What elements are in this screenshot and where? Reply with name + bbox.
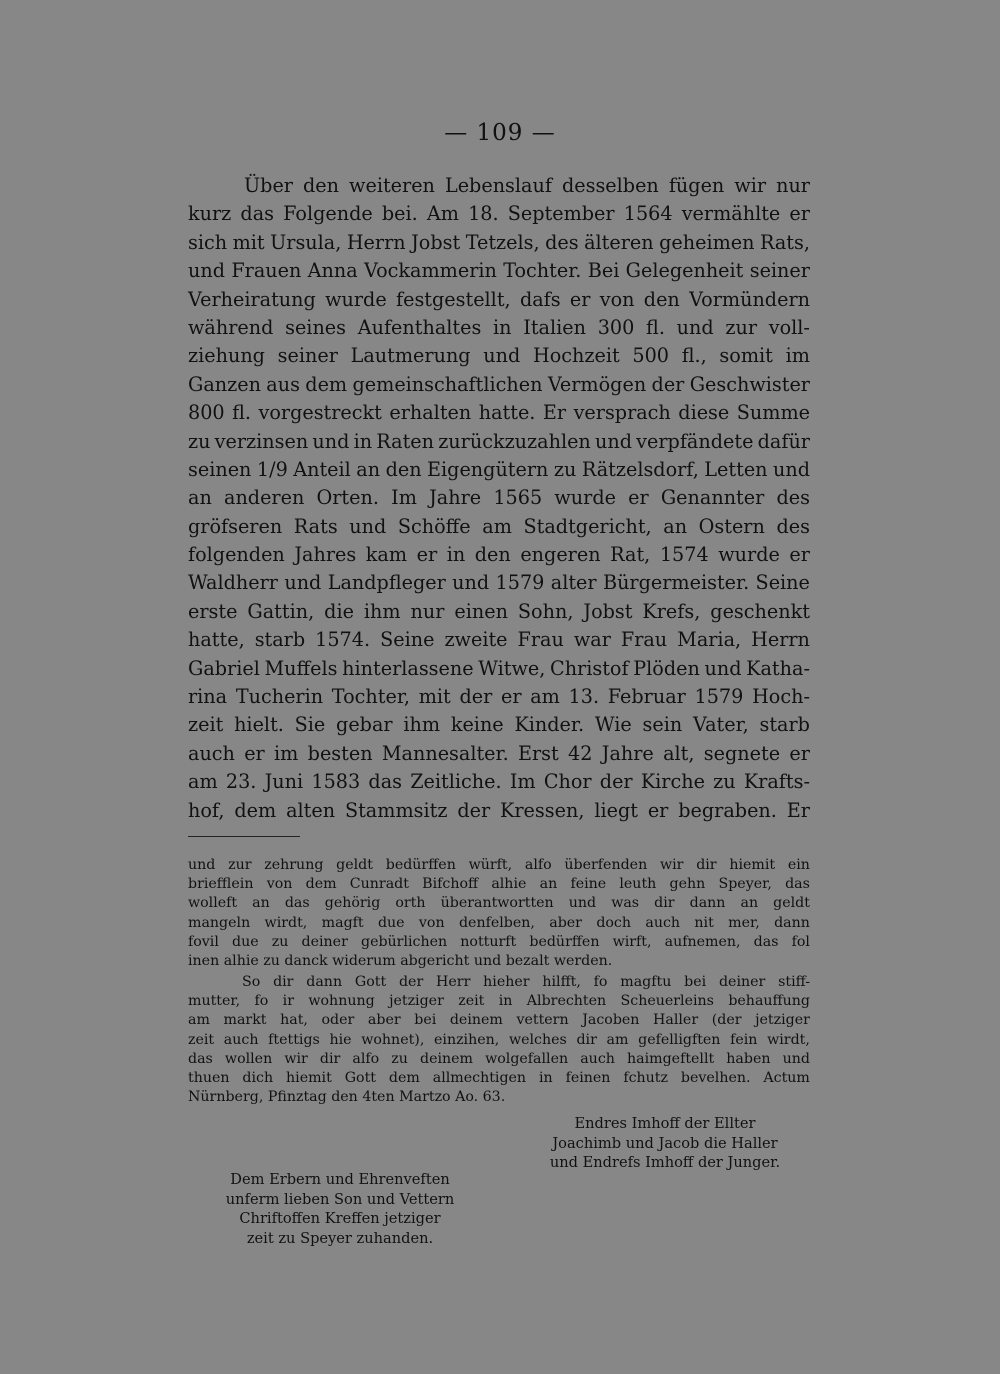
body-line: erste Gattin, die ihm nur einen Sohn, Jobst Krefs, geschenkt: [188, 599, 810, 623]
footnote-line: am markt hat, oder aber bei deinem vettern Jacoben Haller (der jetziger: [188, 1012, 810, 1029]
letter-signature: [500, 1114, 830, 1173]
body-line: auch er im besten Mannesalter. Erst 42 Jahre alt, segnete er: [188, 741, 810, 765]
address-line: Chriftoffen Kreffen jetziger: [239, 1210, 441, 1228]
body-line: Über den weiteren Lebenslauf desselben fügen wir nur: [244, 174, 810, 197]
footnote-line: inen alhie zu danck widerum abgericht und bezalt werden.: [188, 952, 613, 969]
footnote-line: zeit auch ftettigs hie wohnet), einzihen, welches dir am gefelligften fein wirdt,: [188, 1031, 810, 1048]
body-line: an anderen Orten. Im Jahre 1565 wurde er Genannter des: [188, 486, 810, 510]
address-line: zeit zu Speyer zuhanden.: [246, 1229, 434, 1247]
footnote-line: wolleft an das gehörig orth überantwortten und was dir dann an geldt: [188, 895, 810, 912]
body-line: Ganzen aus dem gemeinschaftlichen Vermögen der Geschwister: [188, 372, 810, 396]
body-line: rina Tucherin Tochter, mit der er am 13. Februar 1579 Hoch-: [188, 685, 810, 709]
footnote-line: mutter, fo ir wohnung jetziger zeit in Albrechten Scheuerleins behauffung: [188, 993, 810, 1010]
main-body-text: [188, 172, 810, 825]
body-line: folgenden Jahres kam er in den engeren Rat, 1574 wurde er: [188, 543, 810, 567]
footnote-separator: [188, 836, 300, 837]
body-line: Gabriel Muffels hinterlassene Witwe, Christof Plöden und Katha-: [188, 656, 810, 680]
footnote-line: thuen dich hiemit Gott dem allmechtigen in feinen fchutz bevelhen. Actum: [188, 1069, 810, 1086]
signature-line: Endres Imhoff der Ellter: [574, 1115, 756, 1132]
body-line: zu verzinsen und in Raten zurückzuzahlen und verpfändete dafür: [188, 429, 810, 453]
footnote-paragraph-1: [188, 856, 810, 971]
body-line: seinen 1/9 Anteil an den Eigengütern zu Rätzelsdorf, Letten und: [188, 457, 810, 481]
footnote-paragraph-2: [188, 973, 810, 1107]
body-line: hatte, starb 1574. Seine zweite Frau war Frau Maria, Herrn: [188, 628, 810, 652]
footnote-line: mangeln wirdt, magft due von denfelben, aber doch auch nit mer, dann: [188, 914, 810, 931]
body-line: hof, dem alten Stammsitz der Kressen, liegt er begraben. Er: [188, 798, 810, 822]
body-line: Waldherr und Landpfleger und 1579 alter Bürgermeister. Seine: [188, 571, 810, 595]
footnote-line: So dir dann Gott der Herr hieher hilfft, fo magftu bei deiner stiff-: [242, 974, 810, 990]
body-line: gröfseren Rats und Schöffe am Stadtgericht, an Ostern des: [188, 514, 810, 538]
body-line: zeit hielt. Sie gebar ihm keine Kinder. Wie sein Vater, starb: [188, 713, 810, 737]
footnote-line: fovil due zu deiner gebürlichen notturft bedürffen wirft, aufnemen, das fol: [188, 933, 810, 950]
footnote-line: briefflein von dem Cunradt Bifchoff alhie an feine leuth gehn Speyer, das: [188, 876, 810, 893]
page-number: — 109 —: [444, 120, 556, 146]
body-line: 800 fl. vorgestreckt erhalten hatte. Er versprach diese Summe: [188, 401, 810, 425]
body-line: während seines Aufenthaltes in Italien 300 fl. und zur voll-: [188, 315, 810, 339]
address-line: unferm lieben Son und Vettern: [225, 1190, 455, 1208]
body-line: sich mit Ursula, Herrn Jobst Tetzels, des älteren geheimen Rats,: [188, 230, 810, 254]
address-line: Dem Erbern und Ehrenveften: [230, 1171, 450, 1188]
body-line: und Frauen Anna Vockammerin Tochter. Bei Gelegenheit seiner: [188, 259, 810, 283]
body-line: kurz das Folgende bei. Am 18. September 1564 vermählte er: [188, 202, 810, 226]
body-line: am 23. Juni 1583 das Zeitliche. Im Chor der Kirche zu Krafts-: [188, 770, 810, 794]
letter-address: [178, 1170, 502, 1248]
footnote-line: und zur zehrung geldt bedürffen würft, alfo überfenden wir dir hiemit ein: [188, 857, 810, 873]
signature-line: und Endrefs Imhoff der Junger.: [549, 1154, 781, 1172]
footnote-line: das wollen wir dir alfo zu deinem wolgefallen auch haimgeftellt haben und: [188, 1050, 810, 1067]
body-line: Verheiratung wurde festgestellt, dafs er von den Vormündern: [188, 287, 810, 311]
footnote-line: Nürnberg, Pfinztag den 4ten Martzo Ao. 63.: [188, 1089, 506, 1106]
body-line: ziehung seiner Lautmerung und Hochzeit 500 fl., somit im: [188, 344, 810, 368]
signature-line: Joachimb und Jacob die Haller: [552, 1134, 778, 1152]
